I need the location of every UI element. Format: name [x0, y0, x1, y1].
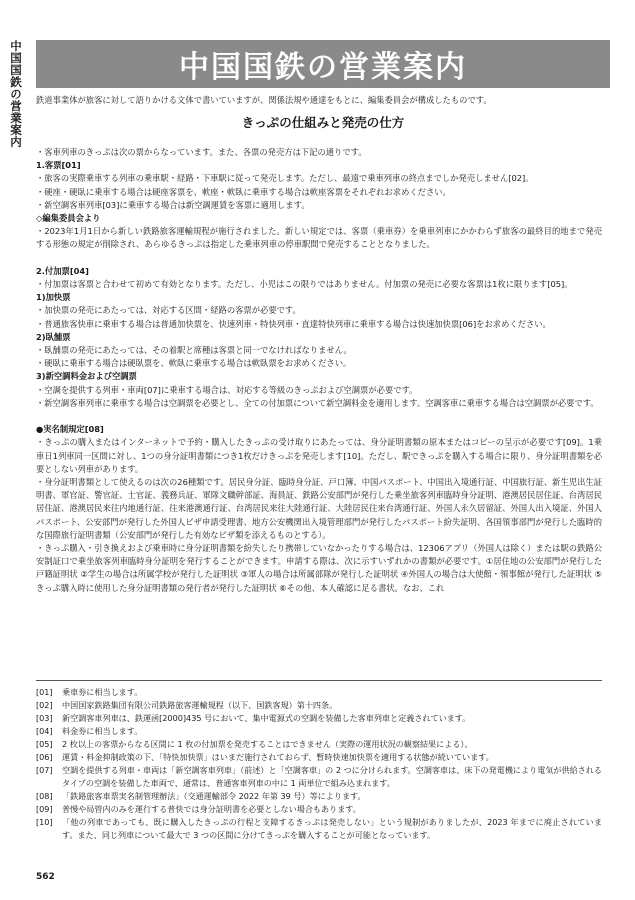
- footnote-item: [36, 803, 602, 816]
- paragraph: ・客車列車のきっぷは次の票からなっています。また、各票の発売方は下記の通りです。: [36, 147, 367, 157]
- paragraph: ・身分証明書類として使えるのは次の26種類です。居民身分証、臨時身分証、戸口簿、中国パスポート、中国出入境通行証、中国旅行証、新生児出生証明書、軍官証、警官証、士官証、義務兵証、軍隊文職幹部証、海員証、鉄路公安部門が発行した乗坐旅客列車臨時身分証明、港澳居民居住証、台湾居民居住証、港澳居民来往内地通行証、往来港澳通行証、台湾居民来往大陸通行証、大陸居民往来台湾通行証、外国人永久居留証、外国人出入境証、外国人パスポート、公安部門が発行した外国人ビザ申請受理書、地方公安機関出入境管理部門が発行したパスポート紛失証明、各国領事部門が発行した臨時的な国際旅行証明書類（公安部門が発行した有効なビザ類を添えるものとする）。: [36, 477, 602, 540]
- paragraph: ・普通旅客快車に乗車する場合は普通加快票を、快速列車・特快列車・直達特快列車に乗車する場合は快速加快票[06]をお求めください。: [36, 318, 551, 329]
- footnote-text: 中国国家鉄路集団有限公司鉄路旅客運輸規程（以下、国鉄客規）第十四条。: [62, 700, 338, 710]
- paragraph: ・新空調客車列車に乗車する場合は空調票を必要とし、全ての付加票について新空調料金を適用します。空調客車に乗車する場合は空調票が必要です。: [36, 397, 599, 408]
- title-banner: [36, 40, 610, 88]
- footnote-number: [05]: [36, 739, 53, 749]
- footnote-item: [36, 725, 602, 738]
- paragraph: ・きっぷの購入またはインターネットで予約・購入したきっぷの受け取りにあたっては、身分証明書類の原本またはコピーの呈示が必要です[09]。1乗車日1列車同一区間に対し、1つの身分証明書類につき1枚だけきっぷを発売します[10]。ただし、駅できっぷを購入する場合に限り、身分証明書類を必要としない列車があります。: [36, 437, 602, 474]
- footnote-item: [36, 686, 602, 699]
- paragraph: ・硬座・硬臥に乗車する場合は硬座客票を、軟座・軟臥に乗車する場合は軟座客票をそれぞれお求めください。: [36, 186, 451, 197]
- paragraph: ・きっぷ購入・引き換えおよび乗車時に身分証明書類を紛失したり携帯していなかったりする場合は、12306アプリ（外国人は除く）または駅の鉄路公安制証口で乗坐旅客列車臨時身分証明を発行することができます。申請する際は、次に示すいずれかの書類が必要です。①居住地の公安部門が発行した戸籍証明状 ②学生の場合は所属学校が発行した証明状 ③軍人の場合は所属部隊が発行した証明状 ④外国人の場合は大使館・領事館が発行した証明状 ⑤きっぷ購入時に使用した身分証明書類の発行者が発行した証明状 ⑥その他、本人確認に足る書状。なお、これ: [36, 543, 602, 593]
- footnote-text: 空調を提供する列車・車両は「新空調客車列車」（前述）と「空調客車」の 2 つに分けられます。空調客車は、床下の発電機により電気が供給されるタイプの空調を装備した車両で、通常は、普通客車列車の中に 1 両単位で組み込まれます。: [62, 765, 602, 788]
- subheading-kakaihyo: 1)加快票: [36, 292, 71, 303]
- paragraph: ・付加票は客票と合わせて初めて有効となります。ただし、小児はこの限りではありません。付加票の発売に必要な客票は1枚に限ります[05]。: [36, 279, 573, 290]
- footnote-number: [10]: [36, 817, 53, 827]
- paragraph: ・加快票の発売にあたっては、対応する区間・経路の客票が必要です。: [36, 305, 301, 316]
- footnote-item: [36, 790, 602, 803]
- footnote-text: 2 枚以上の客票からなる区間に 1 枚の付加票を発売することはできません（実際の運用状況の観察結果による）。: [62, 739, 473, 749]
- footnote-text: 普慢や局管内のみを運行する普快では身分証明書を必要としない場合もあります。: [62, 804, 361, 814]
- intro-text: 鉄道事業体が旅客に対して語りかける文体で書いていますが、関係法規や通達をもとに、編集委員会が構成したものです。: [36, 95, 492, 105]
- footnote-text: 乗車券に相当します。: [62, 687, 143, 697]
- paragraph: ・臥舗票の発売にあたっては、その着駅と席種は客票と同一でなければなりません。: [36, 345, 352, 356]
- paragraph: ・新空調客車列車[03]に乗車する場合は新空調運賃を客票に適用します。: [36, 199, 310, 210]
- heading-fukahyo: 2.付加票[04]: [36, 265, 89, 276]
- footnote-text: 「他の列車であっても、既に購入したきっぷの行程と支障するきっぷは発売しない」という規制がありましたが、2023 年までに廃止されています。また、同じ列車について最大で 3 つの区間に分けてきっぷを購入することが可能となっています。: [62, 817, 602, 840]
- page-number: 562: [36, 872, 55, 882]
- paragraph: ・硬臥に乗車する場合は硬臥票を、軟臥に乗車する場合は軟臥票をお求めください。: [36, 358, 352, 369]
- footnote-number: [08]: [36, 791, 53, 801]
- footnote-text: 運賃・料金抑制政策の下、「特快加快票」はいまだ施行されておらず、暫時快速加快票を適用する状態が続いています。: [62, 752, 494, 762]
- footnote-item: [36, 712, 602, 725]
- footnotes: [36, 686, 602, 842]
- footnote-item: [36, 751, 602, 764]
- subheading-kuchohyo: 3)新空調料金および空調票: [36, 371, 137, 382]
- footnote-number: [04]: [36, 726, 53, 736]
- heading-real-name: ●実名制規定[08]: [36, 424, 104, 435]
- section-title: きっぷの仕組みと発売の仕方: [241, 115, 405, 130]
- paragraph: ・2023年1月1日から新しい鉄路旅客運輸規程が施行されました。新しい規定では、客票（乗車券）を乗車列車にかかわらず旅客の最終目的地まで発売する形態の規定が削除され、あらゆるきっぷは指定した乗車列車の停車駅間で発売することとなりました。: [36, 226, 602, 250]
- paragraph: ・旅客の実際乗車する列車の乗車駅・経路・下車駅に従って発売します。ただし、最遠で乗車列車の終点までしか発売しません[02]。: [36, 173, 534, 184]
- subheading-gahohyo: 2)臥舗票: [36, 331, 71, 342]
- footnote-item: [36, 764, 602, 790]
- footnote-number: [07]: [36, 765, 53, 775]
- footnote-text: 「鉄路旅客車票実名制管理辦法」（交通運輸部令 2022 年第 39 号）等によります。: [62, 791, 366, 801]
- heading-editor-note: ◇編集委員会より: [36, 213, 101, 224]
- banner-title: 中国国鉄の営業案内: [179, 50, 467, 85]
- footnote-item: [36, 699, 602, 712]
- footnote-number: [09]: [36, 804, 53, 814]
- footnote-text: 新空調客車列車は、鉄運函[2000]435 号において、集中電源式の空調を装備した客車列車と定義されています。: [62, 713, 471, 723]
- side-title: 中国国鉄の営業案内: [9, 40, 23, 148]
- footnote-divider: [36, 680, 602, 681]
- footnote-item: [36, 738, 602, 751]
- footnote-text: 料金券に相当します。: [62, 726, 143, 736]
- paragraph: ・空調を提供する列車・車両[07]に乗車する場合は、対応する等級のきっぷおよび空調票が必要です。: [36, 384, 418, 395]
- footnote-number: [01]: [36, 687, 53, 697]
- footnote-number: [06]: [36, 752, 53, 762]
- footnote-item: [36, 816, 602, 842]
- footnote-number: [02]: [36, 700, 53, 710]
- heading-kyakuhyo: 1.客票[01]: [36, 160, 81, 171]
- main-content: [36, 146, 602, 595]
- footnote-number: [03]: [36, 713, 53, 723]
